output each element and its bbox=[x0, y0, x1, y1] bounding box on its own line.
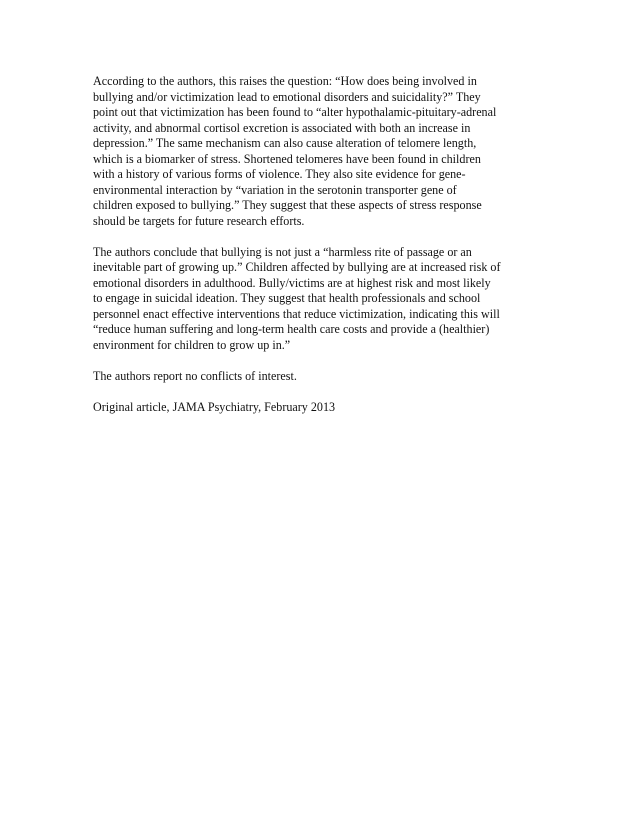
text-line: activity, and abnormal cortisol excretion is associated with both an increase in bbox=[93, 120, 471, 135]
text-line: environment for children to grow up in.” bbox=[93, 337, 291, 352]
text-line: with a history of various forms of violence. They also site evidence for gene- bbox=[93, 167, 466, 181]
text-line: to engage in suicidal ideation. They suggest that health professionals and school bbox=[93, 291, 481, 305]
text-line: The authors conclude that bullying is not just a “harmless rite of passage or an bbox=[93, 244, 472, 259]
text-line: According to the authors, this raises the question: “How does being involved in bbox=[93, 74, 477, 88]
text-line: point out that victimization has been found to “alter hypothalamic-pituitary-adrenal bbox=[93, 105, 497, 119]
text-line: emotional disorders in adulthood. Bully/victims are at highest risk and most likely bbox=[93, 275, 491, 290]
text-line: which is a biomarker of stress. Shortened telomeres have been found in children bbox=[93, 151, 481, 166]
text-line: environmental interaction by “variation in the serotonin transporter gene of bbox=[93, 182, 457, 197]
text-line: personnel enact effective interventions that reduce victimization, indicating this will bbox=[93, 306, 500, 321]
text-line: The authors report no conflicts of interest. bbox=[93, 368, 297, 383]
paragraph-conclusion bbox=[93, 245, 553, 354]
text-line: should be targets for future research efforts. bbox=[93, 213, 305, 228]
text-line: Original article, JAMA Psychiatry, February 2013 bbox=[93, 399, 336, 414]
document-body bbox=[93, 74, 553, 431]
paragraph-source bbox=[93, 400, 553, 416]
text-line: bullying and/or victimization lead to emotional disorders and suicidality?” They bbox=[93, 89, 481, 104]
text-line: children exposed to bullying.” They suggest that these aspects of stress response bbox=[93, 198, 482, 212]
text-line: “reduce human suffering and long-term health care costs and provide a (healthier) bbox=[93, 322, 490, 336]
paragraph-conflicts bbox=[93, 369, 553, 385]
text-line: depression.” The same mechanism can also cause alteration of telomere length, bbox=[93, 136, 477, 150]
paragraph-mechanism bbox=[93, 74, 553, 229]
text-line: inevitable part of growing up.” Children affected by bullying are at increased risk of bbox=[93, 260, 501, 274]
